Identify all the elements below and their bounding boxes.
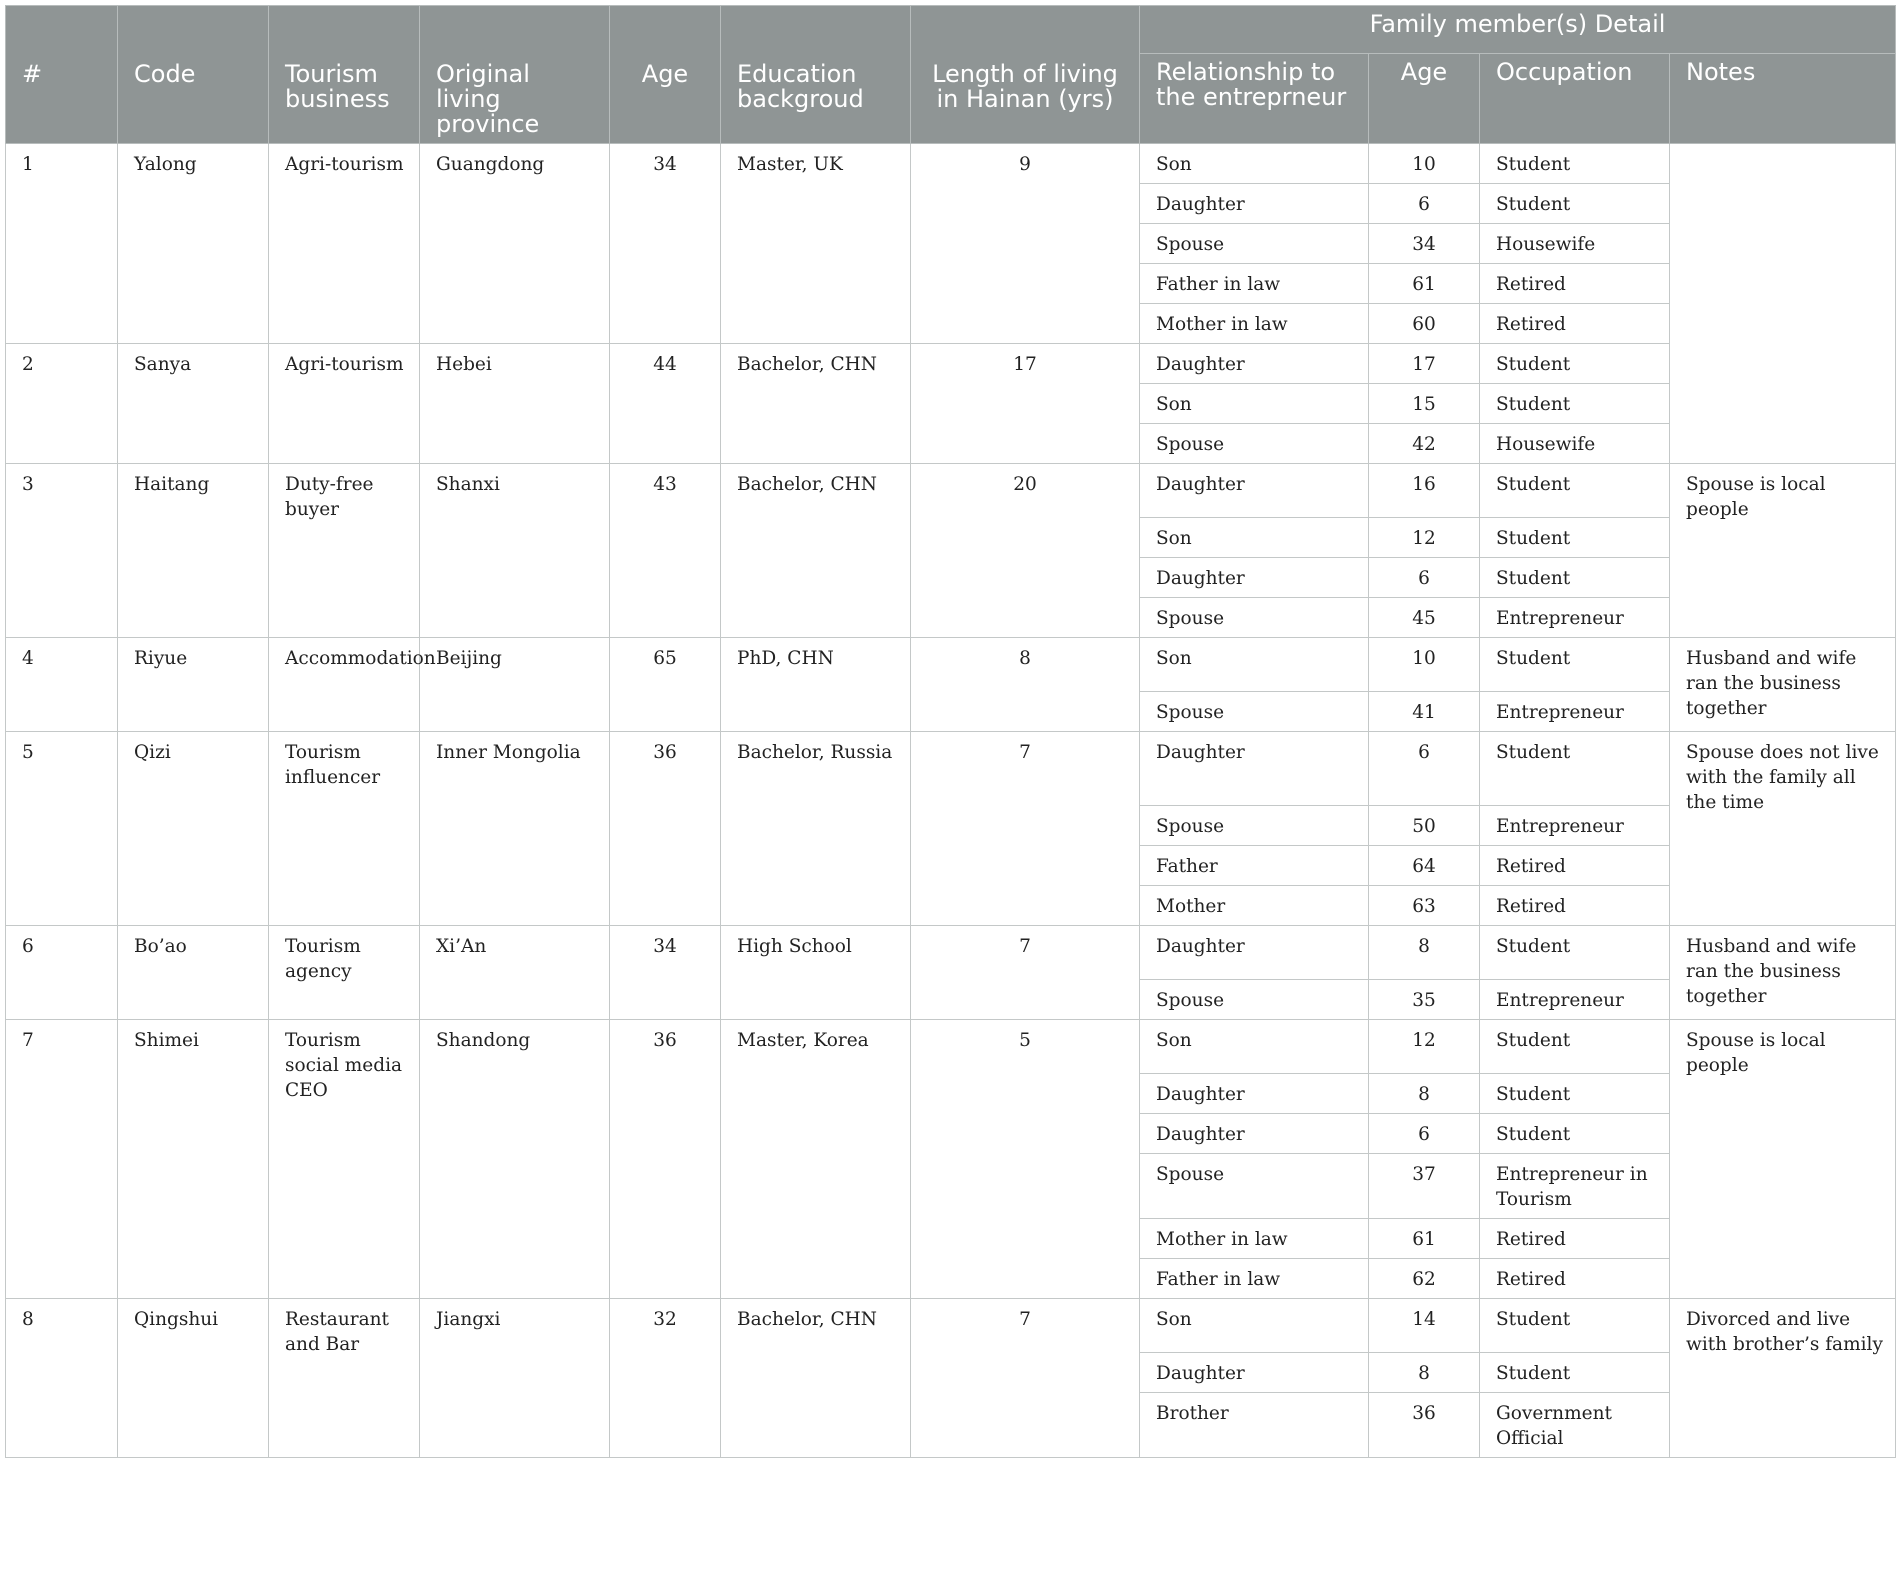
member-relationship: Son	[1140, 1299, 1369, 1353]
member-age: 62	[1369, 1259, 1480, 1299]
entrepreneur-age: 43	[610, 464, 721, 638]
table-row	[6, 144, 1896, 184]
tourism-business: Restaurant and Bar	[269, 1299, 420, 1458]
member-relationship: Mother in law	[1140, 1219, 1369, 1259]
member-relationship: Daughter	[1140, 1074, 1369, 1114]
notes-cell: Husband and wife ran the business together	[1670, 926, 1896, 1020]
row-number: 5	[6, 732, 118, 926]
member-age: 17	[1369, 344, 1480, 384]
header-occupation: Occupation	[1480, 53, 1670, 143]
member-relationship: Son	[1140, 518, 1369, 558]
years-in-hainan: 20	[911, 464, 1140, 638]
row-number: 6	[6, 926, 118, 1020]
member-relationship: Spouse	[1140, 224, 1369, 264]
table-row	[6, 1020, 1896, 1074]
member-occupation: Student	[1480, 558, 1670, 598]
header-family-group: Family member(s) Detail	[1140, 6, 1896, 54]
notes-cell: Spouse is local people	[1670, 464, 1896, 638]
table-container	[5, 5, 1895, 1458]
member-occupation: Government Official	[1480, 1393, 1670, 1458]
header-family-age: Age	[1369, 53, 1480, 143]
member-age: 63	[1369, 886, 1480, 926]
member-relationship: Mother in law	[1140, 304, 1369, 344]
years-in-hainan: 5	[911, 1020, 1140, 1299]
row-number: 2	[6, 344, 118, 464]
entrepreneur-code: Qizi	[118, 732, 269, 926]
member-occupation: Student	[1480, 384, 1670, 424]
header-length: Length of living in Hainan (yrs)	[911, 6, 1140, 144]
member-relationship: Daughter	[1140, 464, 1369, 518]
years-in-hainan: 8	[911, 638, 1140, 732]
member-occupation: Entrepreneur in Tourism	[1480, 1154, 1670, 1219]
member-relationship: Son	[1140, 638, 1369, 692]
member-occupation: Student	[1480, 184, 1670, 224]
entrepreneur-code: Riyue	[118, 638, 269, 732]
header-code: Code	[118, 6, 269, 144]
entrepreneur-age: 34	[610, 926, 721, 1020]
row-number: 8	[6, 1299, 118, 1458]
member-relationship: Son	[1140, 1020, 1369, 1074]
entrepreneur-age: 36	[610, 1020, 721, 1299]
table-row	[6, 732, 1896, 806]
member-occupation: Student	[1480, 144, 1670, 184]
member-age: 6	[1369, 184, 1480, 224]
member-age: 60	[1369, 304, 1480, 344]
member-occupation: Entrepreneur	[1480, 806, 1670, 846]
member-relationship: Brother	[1140, 1393, 1369, 1458]
member-relationship: Daughter	[1140, 926, 1369, 980]
entrepreneur-code: Shimei	[118, 1020, 269, 1299]
header-age: Age	[610, 6, 721, 144]
member-relationship: Son	[1140, 144, 1369, 184]
original-province: Beijing	[420, 638, 610, 732]
table-body	[6, 144, 1896, 1458]
education-background: Bachelor, CHN	[721, 344, 911, 464]
member-age: 50	[1369, 806, 1480, 846]
member-relationship: Spouse	[1140, 980, 1369, 1020]
tourism-business: Duty-free buyer	[269, 464, 420, 638]
original-province: Hebei	[420, 344, 610, 464]
member-occupation: Student	[1480, 518, 1670, 558]
member-age: 34	[1369, 224, 1480, 264]
member-relationship: Daughter	[1140, 184, 1369, 224]
member-age: 42	[1369, 424, 1480, 464]
member-age: 8	[1369, 1074, 1480, 1114]
member-occupation: Entrepreneur	[1480, 980, 1670, 1020]
table-row	[6, 344, 1896, 384]
member-relationship: Spouse	[1140, 598, 1369, 638]
member-relationship: Mother	[1140, 886, 1369, 926]
member-occupation: Retired	[1480, 304, 1670, 344]
member-age: 37	[1369, 1154, 1480, 1219]
member-relationship: Spouse	[1140, 424, 1369, 464]
member-occupation: Housewife	[1480, 424, 1670, 464]
education-background: Bachelor, CHN	[721, 1299, 911, 1458]
member-relationship: Father	[1140, 846, 1369, 886]
table-row	[6, 926, 1896, 980]
header-num: #	[6, 6, 118, 144]
member-occupation: Student	[1480, 1020, 1670, 1074]
header-row-top	[6, 6, 1896, 54]
entrepreneur-age: 34	[610, 144, 721, 344]
member-relationship: Daughter	[1140, 1353, 1369, 1393]
member-relationship: Daughter	[1140, 558, 1369, 598]
member-relationship: Spouse	[1140, 692, 1369, 732]
tourism-business: Accommodation	[269, 638, 420, 732]
education-background: Master, UK	[721, 144, 911, 344]
member-occupation: Student	[1480, 638, 1670, 692]
member-age: 10	[1369, 144, 1480, 184]
row-number: 3	[6, 464, 118, 638]
row-number: 7	[6, 1020, 118, 1299]
member-age: 15	[1369, 384, 1480, 424]
notes-cell: Spouse is local people	[1670, 1020, 1896, 1299]
member-age: 6	[1369, 732, 1480, 806]
education-background: Master, Korea	[721, 1020, 911, 1299]
member-occupation: Retired	[1480, 1259, 1670, 1299]
member-occupation: Student	[1480, 344, 1670, 384]
member-age: 64	[1369, 846, 1480, 886]
member-age: 8	[1369, 926, 1480, 980]
member-relationship: Daughter	[1140, 732, 1369, 806]
member-relationship: Son	[1140, 384, 1369, 424]
entrepreneur-age: 44	[610, 344, 721, 464]
member-relationship: Spouse	[1140, 1154, 1369, 1219]
table-row	[6, 1299, 1896, 1353]
original-province: Xi’An	[420, 926, 610, 1020]
member-age: 8	[1369, 1353, 1480, 1393]
entrepreneur-age: 65	[610, 638, 721, 732]
table-row	[6, 638, 1896, 692]
member-relationship: Father in law	[1140, 1259, 1369, 1299]
entrepreneur-age: 36	[610, 732, 721, 926]
member-age: 10	[1369, 638, 1480, 692]
original-province: Shandong	[420, 1020, 610, 1299]
entrepreneur-code: Sanya	[118, 344, 269, 464]
member-age: 12	[1369, 518, 1480, 558]
entrepreneur-code: Qingshui	[118, 1299, 269, 1458]
header-business: Tourism business	[269, 6, 420, 144]
education-background: Bachelor, Russia	[721, 732, 911, 926]
entrepreneur-age: 32	[610, 1299, 721, 1458]
member-age: 16	[1369, 464, 1480, 518]
member-occupation: Retired	[1480, 886, 1670, 926]
member-age: 45	[1369, 598, 1480, 638]
header-notes: Notes	[1670, 53, 1896, 143]
notes-cell	[1670, 144, 1896, 464]
member-occupation: Student	[1480, 1114, 1670, 1154]
member-age: 6	[1369, 558, 1480, 598]
row-number: 4	[6, 638, 118, 732]
member-occupation: Student	[1480, 1074, 1670, 1114]
member-age: 35	[1369, 980, 1480, 1020]
original-province: Inner Mongolia	[420, 732, 610, 926]
member-age: 14	[1369, 1299, 1480, 1353]
education-background: High School	[721, 926, 911, 1020]
member-occupation: Student	[1480, 926, 1670, 980]
member-relationship: Daughter	[1140, 1114, 1369, 1154]
tourism-business: Tourism influencer	[269, 732, 420, 926]
years-in-hainan: 7	[911, 1299, 1140, 1458]
member-occupation: Student	[1480, 1299, 1670, 1353]
table-header	[6, 6, 1896, 144]
years-in-hainan: 7	[911, 732, 1140, 926]
years-in-hainan: 9	[911, 144, 1140, 344]
member-occupation: Retired	[1480, 846, 1670, 886]
header-education: Education backgroud	[721, 6, 911, 144]
original-province: Shanxi	[420, 464, 610, 638]
original-province: Jiangxi	[420, 1299, 610, 1458]
notes-cell: Spouse does not live with the family all the time	[1670, 732, 1896, 926]
notes-cell: Husband and wife ran the business together	[1670, 638, 1896, 732]
years-in-hainan: 17	[911, 344, 1140, 464]
member-occupation: Retired	[1480, 264, 1670, 304]
tourism-business: Agri-tourism	[269, 344, 420, 464]
entrepreneur-code: Haitang	[118, 464, 269, 638]
member-age: 61	[1369, 264, 1480, 304]
member-age: 61	[1369, 1219, 1480, 1259]
tourism-business: Tourism agency	[269, 926, 420, 1020]
tourism-business: Agri-tourism	[269, 144, 420, 344]
row-number: 1	[6, 144, 118, 344]
original-province: Guangdong	[420, 144, 610, 344]
header-relationship: Relationship to the entreprneur	[1140, 53, 1369, 143]
member-relationship: Daughter	[1140, 344, 1369, 384]
member-occupation: Entrepreneur	[1480, 598, 1670, 638]
notes-cell: Divorced and live with brother’s family	[1670, 1299, 1896, 1458]
member-relationship: Father in law	[1140, 264, 1369, 304]
member-age: 12	[1369, 1020, 1480, 1074]
member-occupation: Student	[1480, 732, 1670, 806]
tourism-business: Tourism social media CEO	[269, 1020, 420, 1299]
entrepreneur-code: Bo’ao	[118, 926, 269, 1020]
years-in-hainan: 7	[911, 926, 1140, 1020]
education-background: Bachelor, CHN	[721, 464, 911, 638]
member-occupation: Retired	[1480, 1219, 1670, 1259]
header-province: Original living province	[420, 6, 610, 144]
member-occupation: Student	[1480, 1353, 1670, 1393]
education-background: PhD, CHN	[721, 638, 911, 732]
member-relationship: Spouse	[1140, 806, 1369, 846]
member-occupation: Housewife	[1480, 224, 1670, 264]
entrepreneur-code: Yalong	[118, 144, 269, 344]
member-age: 6	[1369, 1114, 1480, 1154]
member-occupation: Entrepreneur	[1480, 692, 1670, 732]
table-row	[6, 464, 1896, 518]
entrepreneur-family-table	[5, 5, 1896, 1458]
member-age: 41	[1369, 692, 1480, 732]
member-occupation: Student	[1480, 464, 1670, 518]
member-age: 36	[1369, 1393, 1480, 1458]
